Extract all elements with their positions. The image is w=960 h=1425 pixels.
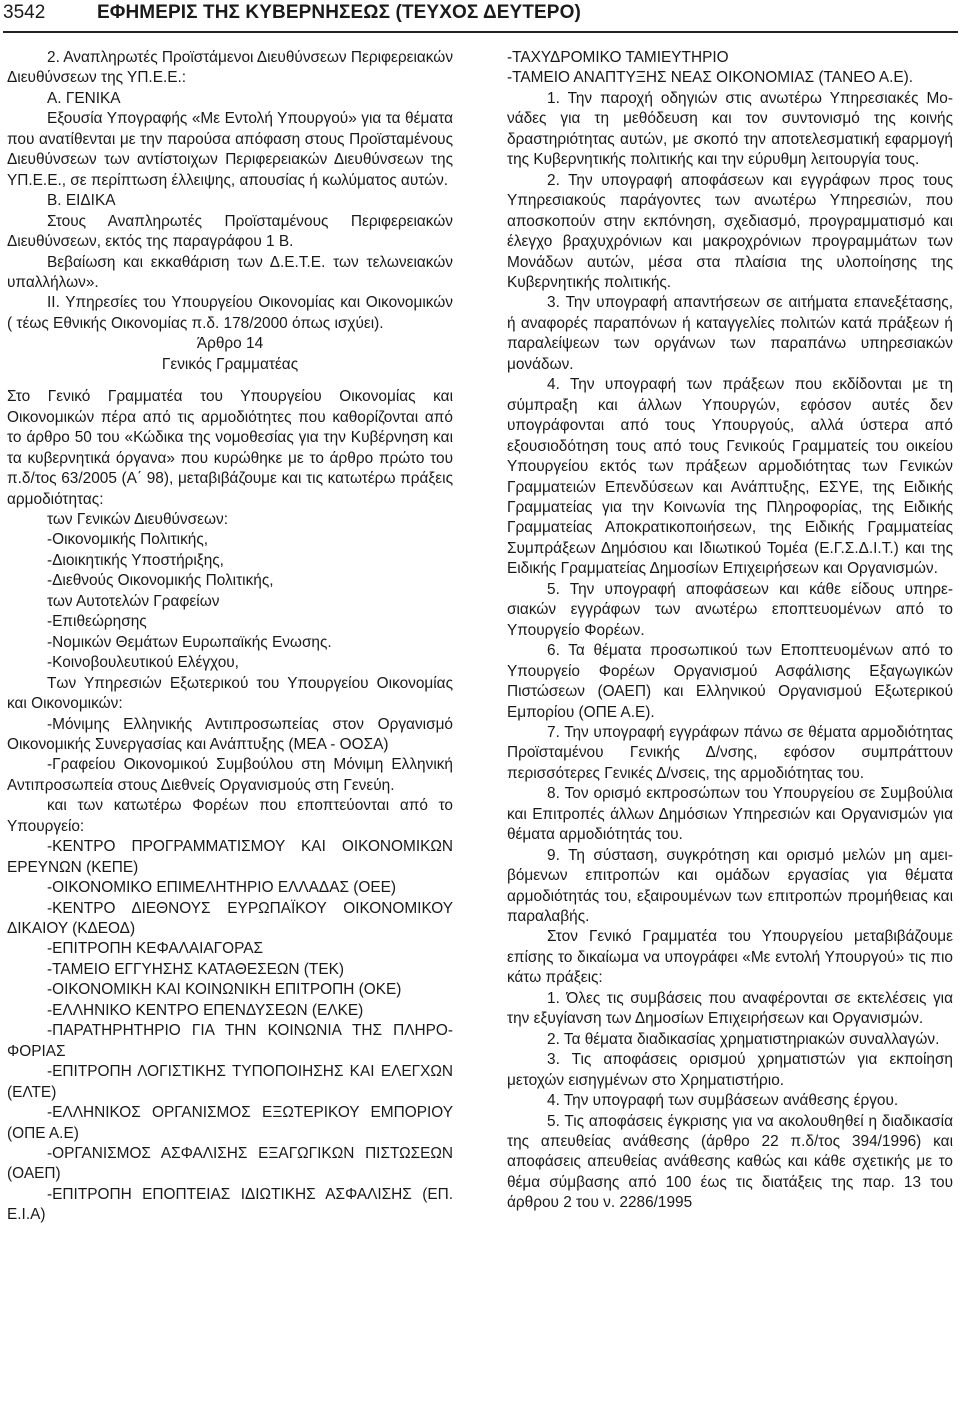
paragraph: και των κατωτέρω Φορέων που εποπτεύονται από το Υπουργείο: xyxy=(7,797,453,835)
paragraph: 2. Αναπληρωτές Προϊστάμενοι Διευθύνσεων Περιφερειακών Διευθύνσεων της ΥΠ.Ε.Ε.: xyxy=(7,49,454,87)
paragraph: -Μόνιμης Ελληνικής Αντιπροσωπείας στον Οργανισμό Οικονομικής Συνεργασίας και Ανάπτυξης (ΜΕΑ - ΟΟΣΑ) xyxy=(7,715,453,753)
paragraph: 1. Όλες τις συμβάσεις που αναφέρονται σε εκτελέσεις για την εξυγίανση των Δημοσίων Επιχειρήσεων και Οργανισμών. xyxy=(507,989,953,1028)
left-column xyxy=(7,48,453,1226)
paragraph: -ΠΑΡΑΤΗΡΗΤΗΡΙΟ ΓΙΑ ΤΗΝ ΚΟΙΝΩΝΙΑ ΤΗΣ ΠΛΗΡΟΦΟΡΙΑΣ xyxy=(7,1022,453,1060)
paragraph: 9. Τη σύσταση, συγκρότηση και ορισμό μελών μη αμειβόμενων επιτροπών και ομάδων εργασίας για θέματα αρμοδιότητάς του, εξαιρουμένων των επιτροπών προμήθειας και παραλαβής. xyxy=(507,846,953,926)
paragraph: -ΕΠΙΤΡΟΠΗ ΛΟΓΙΣΤΙΚΗΣ ΤΥΠΟΠΟΙΗΣΗΣ ΚΑΙ ΕΛΕΓΧΩΝ (ΕΛΤΕ) xyxy=(7,1063,453,1101)
page-header xyxy=(3,2,960,30)
paragraph: -ΟΙΚΟΝΟΜΙΚΗ ΚΑΙ ΚΟΙΝΩΝΙΚΗ ΕΠΙΤΡΟΠΗ (ΟΚΕ) xyxy=(47,981,402,999)
paragraph: 7. Την υπογραφή εγγράφων πάνω σε θέματα αρμοδιότητας Προϊσταμένου Γενικής Δ/νσης, εφόσον συμπράττουν περισσότερες Γενικές Δ/νσεις, της αρμοδιότητας του. xyxy=(507,723,953,782)
paragraph: Γενικός Γραμματέας xyxy=(161,355,299,373)
right-column xyxy=(507,48,953,1214)
paragraph: των Γενικών Διευθύνσεων: xyxy=(47,510,228,528)
paragraph: -ΤΑΜΕΙΟ ΑΝΑΠΤΥΞΗΣ ΝΕΑΣ ΟΙΚΟΝΟΜΙΑΣ (ΤΑΝΕΟ Α.Ε). xyxy=(507,69,914,87)
paragraph: 3. Τις αποφάσεις ορισμού χρηματιστών για εκποίηση μετοχών εισηγμένων στο Χρηματιστήριο. xyxy=(507,1051,953,1089)
paragraph: 3. Την υπογραφή απαντήσεων σε αιτήματα επανεξέτασης, ή αναφορές παραπόνων ή καταγγελίες πολιτών κατά πράξεων ή παραλείψεων των οργάνων των παραπάνω υπηρεσιακών μονάδων. xyxy=(507,294,953,373)
paragraph: ΙΙ. Υπηρεσίες του Υπουργείου Οικονομίας και Οικονομικών ( τέως Εθνικής Οικονομίας π.δ. 178/2000 όπως ισχύει). xyxy=(7,294,453,332)
paragraph: -ΕΠΙΤΡΟΠΗ ΚΕΦΑΛΑΙΑΓΟΡΑΣ xyxy=(47,940,264,958)
paragraph: -Γραφείου Οικονομικού Συμβούλου στη Μόνιμη Ελληνική Αντιπροσωπεία στους Διεθνείς Οργανισμούς στη Γενεύη. xyxy=(7,756,453,794)
paragraph: -ΟΙΚΟΝΟΜΙΚΟ ΕΠΙΜΕΛΗΤΗΡΙΟ ΕΛΛΑΔΑΣ (ΟΕΕ) xyxy=(47,879,397,897)
paragraph: Α. ΓΕΝΙΚΑ xyxy=(47,89,121,107)
paragraph: 2. Την υπογραφή αποφάσεων και εγγράφων προς τους Υπηρεσιακούς παράγοντες των ανωτέρω Υπηρεσιών, που αποσκοπούν στην εκπόνηση, σχεδιασμό, προγραμματισμό και έλεγχο βραχυχρόνιων και μακροχρόνιων προγραμμάτων των Μονάδων αυτών, μέσα στα πλαίσια της υλοποίησης της Κυβερνητικής πολιτικής. xyxy=(507,171,953,291)
paragraph: 4. Την υπογραφή των πράξεων που εκδίδονται με τη σύμπραξη και άλλων Υπουργών, εφόσον αυτές δεν υπογράφονται από τους Υπουργούς, αλλά ύστερα από εξουσιοδότηση τους από τους Γενικούς Γραμματείς του οικείου Υπουργείου εκτός των πράξεων αρμοδιότητας των Γενικών Γραμματειών Επενδύσεων και Ανάπτυξης, ΕΣΥΕ, της Ειδικής Γραμματείας για την Κοινωνία της Πληροφορίας, της Ειδικής Γραμματείας Αποκρατικοποιήσεων, της Ειδικής Γραμματείας Συμπράξεων Δημόσιου και Ιδιωτικού Τομέα (Ε.Γ.Σ.Δ.Ι.Τ.) και της Ειδικής Γραμματείας Δημοσίων Επιχειρήσεων και Οργανισμών. xyxy=(507,376,953,578)
paragraph: -Διεθνούς Οικονομικής Πολιτικής, xyxy=(47,572,274,590)
paragraph: 6. Τα θέματα προσωπικού των Εποπτευομένων από το Υπουργείο Φορέων Οργανισμού Ασφάλισης Εξαγωγικών Πιστώσεων (ΟΑΕΠ) και Ελληνικού Οργανισμού Εξωτερικού Εμπορίου (ΟΠΕ Α.Ε). xyxy=(507,642,953,721)
paragraph: -ΚΕΝΤΡΟ ΠΡΟΓΡΑΜΜΑΤΙΣΜΟΥ ΚΑΙ ΟΙΚΟΝΟΜΙΚΩΝ ΕΡΕΥΝΩΝ (ΚΕΠΕ) xyxy=(7,838,453,876)
paragraph: -Διοικητικής Υποστήριξης, xyxy=(47,551,224,569)
paragraph: -Επιθεώρησης xyxy=(47,613,147,631)
paragraph: Άρθρο 14 xyxy=(196,335,264,353)
paragraph: -Οικονομικής Πολιτικής, xyxy=(47,531,209,549)
paragraph: 2. Τα θέματα διαδικασίας χρηματιστηριακών συναλλαγών. xyxy=(547,1030,940,1048)
header-rule xyxy=(3,31,958,33)
paragraph: 8. Τον ορισμό εκπροσώπων του Υπουργείου σε Συμβούλια και Επιτροπές άλλων Δημόσιων Υπηρεσιών και Οργανισμών για θέματα αρμοδιότητάς του. xyxy=(507,785,953,844)
paragraph: Των Υπηρεσιών Εξωτερικού του Υπουργείου Οικονομίας και Οικονομικών: xyxy=(7,674,453,713)
gazette-title: ΕΦΗΜΕΡΙΣ ΤΗΣ ΚΥΒΕΡΝΗΣΕΩΣ (ΤΕΥΧΟΣ ΔΕΥΤΕΡΟ) xyxy=(97,2,581,23)
paragraph: 1. Την παροχή οδηγιών στις ανωτέρω Υπηρεσιακές Μονάδες για τη μεθόδευση και τον συντονισμό της κοινής δραστηριότητας αυτών, με σκοπό την αποτελεσματική εφαρμογή της Κυβερνητικής πολιτικής και την εύρυθμη λειτουργία τους. xyxy=(507,89,953,169)
paragraph: Στο Γενικό Γραμματέα του Υπουργείου Οικονομίας και Οικονομικών πέρα από τις αρμοδιότητες που καθορίζονται από το άρθρο 50 του «Κώδικα της νομοθεσίας για την Κυβέρνηση και τα κυβερνητικά όργανα» που κυρώθηκε με το άρθρο πρώτο του π.δ/τος 63/2005 (Α΄ 98), μεταβιβάζουμε και τις κατωτέρω πράξεις αρμοδιότητας: xyxy=(7,388,453,508)
paragraph: -ΚΕΝΤΡΟ ΔΙΕΘΝΟΥΣ ΕΥΡΩΠΑΪΚΟΥ ΟΙΚΟΝΟΜΙΚΟΥ ΔΙΚΑΙΟΥ (ΚΔΕΟΔ) xyxy=(7,899,453,938)
paragraph: -ΤΑΜΕΙΟ ΕΓΓΥΗΣΗΣ ΚΑΤΑΘΕΣΕΩΝ (ΤΕΚ) xyxy=(47,960,344,978)
paragraph: 4. Την υπογραφή των συμβάσεων ανάθεσης έργου. xyxy=(547,1092,899,1110)
paragraph: Εξουσία Υπογραφής «Με Εντολή Υπουργού» για τα θέματα που ανατίθενται με την παρούσα απόφαση στους Προϊσταμένους Διευθύνσεων των αντίστοιχων Περιφερειακών Διευθύνσεων της ΥΠ.Ε.Ε., σε περίπτωση έλλειψης, απουσίας ή κωλύματος αυτών. xyxy=(7,110,453,189)
paragraph: -ΕΠΙΤΡΟΠΗ ΕΠΟΠΤΕΙΑΣ ΙΔΙΩΤΙΚΗΣ ΑΣΦΑΛΙΣΗΣ (ΕΠ. Ε.Ι.Α) xyxy=(7,1185,453,1224)
paragraph: 5. Την υπογραφή αποφάσεων και κάθε είδους υπηρεσιακών εγγράφων των ανωτέρω εποπτευομένων από το Υπουργείο Φορέων. xyxy=(507,580,953,639)
page-number: 3542 xyxy=(3,2,46,23)
paragraph: Στον Γενικό Γραμματέα του Υπουργείου μεταβιβάζουμε επίσης το δικαίωμα να υπογράφει «Με εντολή Υπουργού» τις πιο κάτω πράξεις: xyxy=(507,928,953,987)
paragraph: -ΤΑΧΥΔΡΟΜΙΚΟ ΤΑΜΙΕΥΤΗΡΙΟ xyxy=(507,49,729,66)
paragraph: -ΟΡΓΑΝΙΣΜΟΣ ΑΣΦΑΛΙΣΗΣ ΕΞΑΓΩΓΙΚΩΝ ΠΙΣΤΩΣΕΩΝ (ΟΑΕΠ) xyxy=(7,1145,453,1183)
paragraph: Βεβαίωση και εκκαθάριση των Δ.Ε.Τ.Ε. των τελωνειακών υπαλλήλων». xyxy=(7,253,453,291)
paragraph: -Κοινοβουλευτικού Ελέγχου, xyxy=(47,654,239,672)
paragraph: των Αυτοτελών Γραφείων xyxy=(47,592,220,610)
paragraph: 5. Τις αποφάσεις έγκρισης για να ακολουθηθεί η διαδικασία της απευθείας ανάθεσης (άρθρο 22 π.δ/τος 394/1996) και αποφάσεις απευθείας ανάθεσης καθώς και κάθε σχετικής με το θέμα σύμβασης από 100 έως τις διατάξεις της παρ. 13 του άρθρου 2 του ν. 2286/1995 xyxy=(507,1112,953,1212)
paragraph: Στους Αναπληρωτές Προϊσταμένους Περιφερειακών Διευθύνσεων, εκτός της παραγράφου 1 Β. xyxy=(7,212,453,251)
paragraph: Β. ΕΙΔΙΚΑ xyxy=(47,192,116,210)
paragraph: -ΕΛΛΗΝΙΚΟ ΚΕΝΤΡΟ ΕΠΕΝΔΥΣΕΩΝ (ΕΛΚΕ) xyxy=(47,1001,364,1019)
paragraph: -ΕΛΛΗΝΙΚΟΣ ΟΡΓΑΝΙΣΜΟΣ ΕΞΩΤΕΡΙΚΟΥ ΕΜΠΟΡΙΟΥ (ΟΠΕ Α.Ε) xyxy=(7,1104,453,1142)
paragraph: -Νομικών Θεμάτων Ευρωπαϊκής Ενωσης. xyxy=(47,633,332,651)
